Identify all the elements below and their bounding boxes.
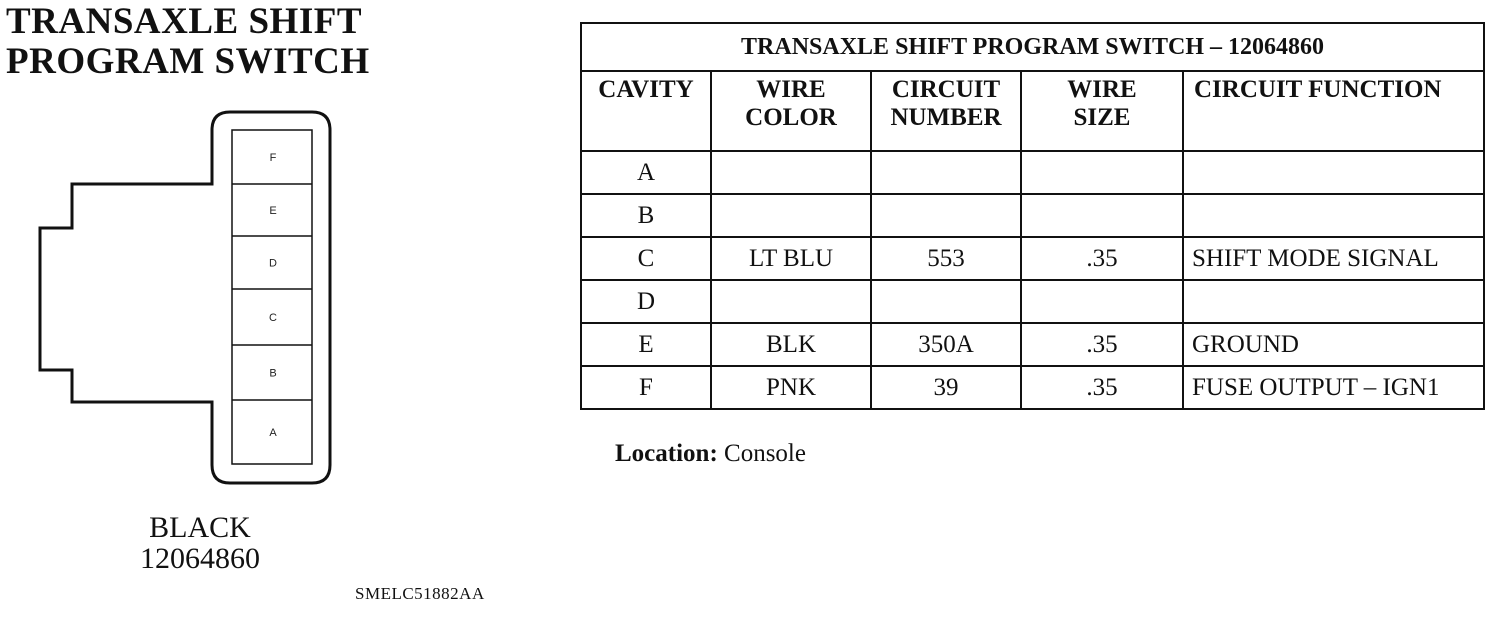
header-circuit-number-line-1: CIRCUIT	[891, 76, 1001, 103]
cell-circuit-number	[871, 194, 1021, 237]
header-wire-color-line-1: WIRE	[756, 76, 826, 103]
diagram-title-line-1: TRANSAXLE SHIFT	[6, 1, 363, 42]
header-wire-size-line-1: WIRE	[1067, 76, 1137, 103]
cavity-label-b: B	[269, 367, 277, 380]
header-circuit-number	[871, 71, 1021, 151]
cell-circuit-function	[1183, 280, 1484, 323]
cell-wire-color	[711, 280, 871, 323]
header-circuit-function	[1183, 71, 1484, 151]
cell-cavity: A	[581, 151, 711, 194]
cell-circuit-number: 553	[871, 237, 1021, 280]
header-wire-size-line-2: SIZE	[1073, 104, 1131, 131]
table-row	[581, 280, 1484, 323]
cell-cavity: D	[581, 280, 711, 323]
cavity-label-f: F	[269, 152, 277, 164]
cell-wire-size	[1021, 280, 1183, 323]
table-caption: TRANSAXLE SHIFT PROGRAM SWITCH – 12064860	[581, 23, 1484, 71]
diagram-title-line-2: PROGRAM SWITCH	[6, 41, 370, 82]
header-wire-color-line-2: COLOR	[745, 104, 837, 131]
cell-wire-size	[1021, 151, 1183, 194]
cavity-label-c: C	[269, 312, 277, 324]
connector-face-diagram	[0, 0, 400, 500]
cell-cavity: C	[581, 237, 711, 280]
cell-cavity: F	[581, 366, 711, 409]
figure-code: SMELC51882AA	[355, 584, 485, 603]
cell-cavity: E	[581, 323, 711, 366]
table-row	[581, 237, 1484, 280]
cell-wire-color: PNK	[711, 366, 871, 409]
header-wire-size	[1021, 71, 1183, 151]
cell-wire-size: .35	[1021, 323, 1183, 366]
connector-color: BLACK	[149, 511, 251, 544]
table-row	[581, 366, 1484, 409]
cell-circuit-function: SHIFT MODE SIGNAL	[1183, 237, 1484, 280]
cell-circuit-function: FUSE OUTPUT – IGN1	[1183, 366, 1484, 409]
pinout-table	[580, 22, 1485, 410]
cell-cavity: B	[581, 194, 711, 237]
location-value: Console	[717, 440, 806, 467]
header-circuit-function-label: CIRCUIT FUNCTION	[1194, 76, 1442, 103]
table-row	[581, 151, 1484, 194]
header-circuit-number-line-2: NUMBER	[890, 104, 1002, 131]
location-note	[615, 440, 806, 468]
cavity-column-frame	[232, 130, 312, 464]
header-cavity	[581, 71, 711, 151]
cell-circuit-function	[1183, 151, 1484, 194]
cell-wire-color: LT BLU	[711, 237, 871, 280]
connector-part-number: 12064860	[140, 542, 260, 575]
cavity-label-e: E	[269, 205, 277, 217]
table-row	[581, 194, 1484, 237]
connector-caption	[100, 512, 300, 574]
header-cavity-label: CAVITY	[598, 76, 694, 103]
location-label: Location:	[615, 440, 718, 467]
cell-wire-size: .35	[1021, 237, 1183, 280]
header-wire-color	[711, 71, 871, 151]
cell-circuit-number	[871, 280, 1021, 323]
cell-circuit-function	[1183, 194, 1484, 237]
connector-housing-outline	[40, 112, 330, 483]
cell-wire-size	[1021, 194, 1183, 237]
cell-wire-color	[711, 194, 871, 237]
cell-circuit-number: 39	[871, 366, 1021, 409]
table-row	[581, 323, 1484, 366]
cell-circuit-number: 350A	[871, 323, 1021, 366]
cell-wire-color: BLK	[711, 323, 871, 366]
cell-circuit-function: GROUND	[1183, 323, 1484, 366]
cell-circuit-number	[871, 151, 1021, 194]
cavity-label-a: A	[269, 427, 277, 439]
cavity-label-d: D	[269, 257, 277, 270]
cell-wire-color	[711, 151, 871, 194]
cell-wire-size: .35	[1021, 366, 1183, 409]
